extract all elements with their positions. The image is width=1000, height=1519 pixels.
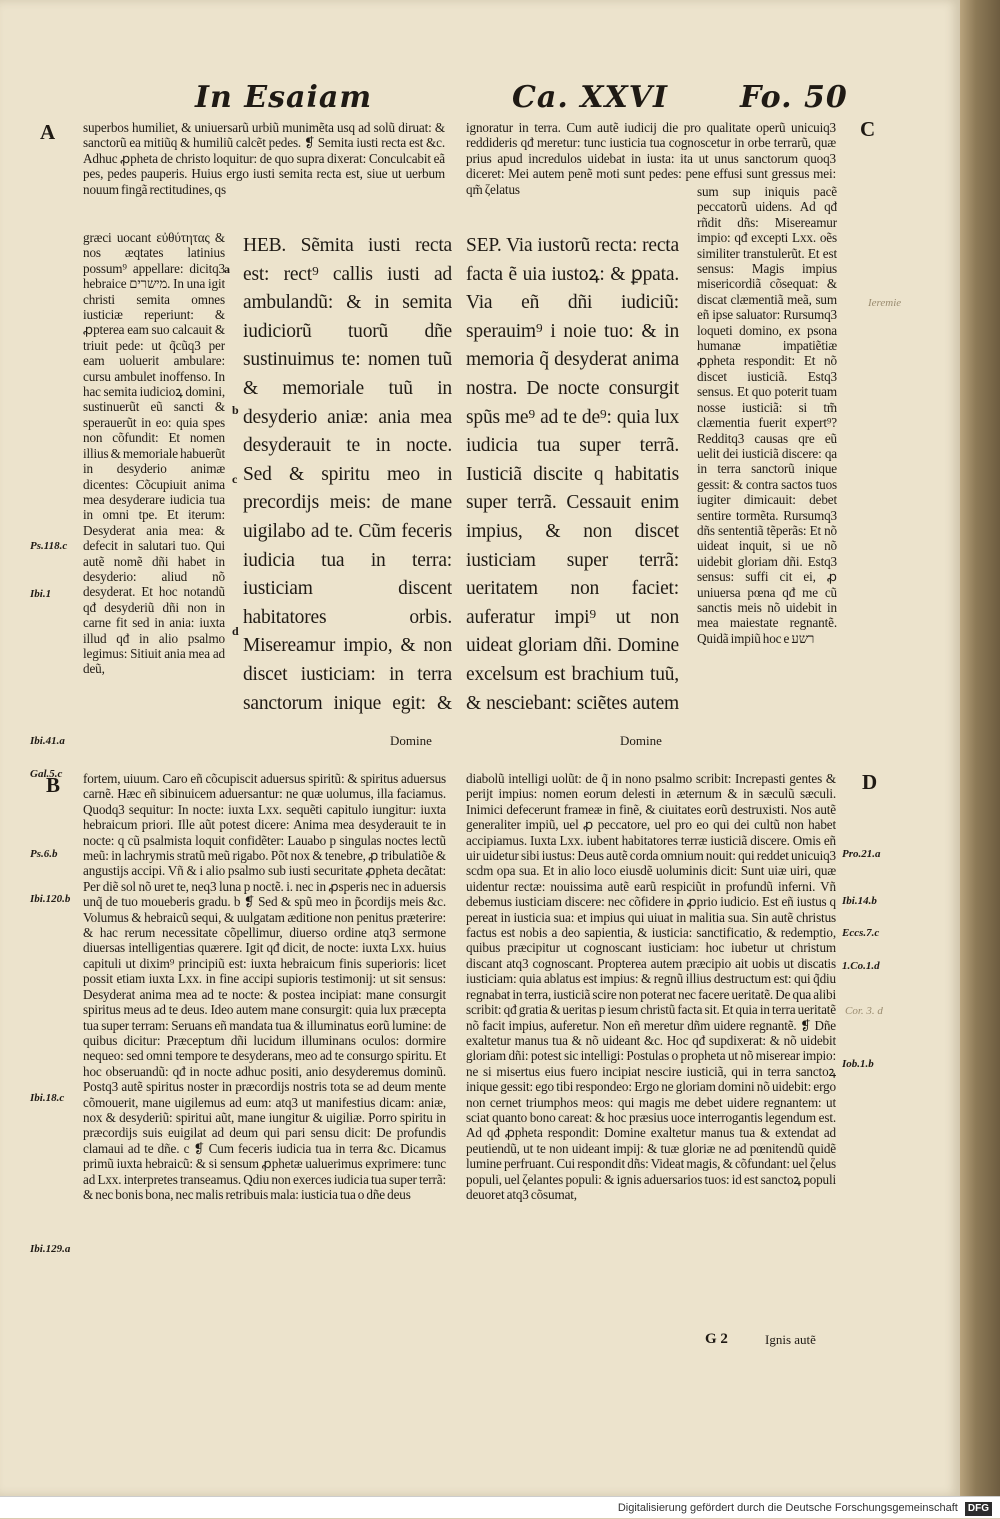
commentary-column-right-top: ignoratur in terra. Cum autẽ iudicij die pro qualitate operũ unicuiq3 reddideris qđ meretur: tunc iusticia tua cognoscetur in orbe terrarũ, quæ prius apud incredulos uidebat in iusta: ita ut unus sanctorum quoq3 diceret: Mei autem penẽ moti sunt pedes: pene effusi sunt gressus mei: qm̃ ζelatus — [466, 120, 836, 197]
margin-reference: Ibi.18.c — [30, 1092, 65, 1104]
faint-marginal-note: Ieremie — [868, 297, 902, 309]
margin-reference: Eccs.7.c — [842, 927, 880, 939]
section-mark-d: D — [862, 770, 878, 794]
footer-credit — [0, 1496, 1000, 1518]
margin-reference: 1.Co.1.d — [842, 960, 880, 972]
margin-reference: Ps.118.c — [30, 540, 68, 552]
margin-reference: Iob.1.b — [842, 1058, 874, 1070]
margin-reference: Gal.5.c — [30, 768, 63, 780]
margin-reference: Ps.6.b — [30, 848, 58, 860]
margin-reference: Ibi.41.a — [30, 735, 65, 747]
dfg-logo: DFG — [965, 1502, 992, 1516]
commentary-column-right-bottom: diabolũ intelligi uolũt: de q̃ in nono psalmo scribit: Increpasti gentes & perijt impius: nomen eorum delesti in æternum & in sæculũ sæculi. Inimici defecerunt frameæ in finẽ, & ciuitates eorũ destruxisti. Nos autẽ generaliter impiũ, uel ꝓ peccatore, uel pro eo qui dei cultũ non habet accipiamus. Iuxta Lxx. iubent habitatores terræ iusticiã discere. Omis eñ uir uidetur sibi iustus: Deus autẽ corda omnium nouit: qui reddet unicuiq3 scdm opa sua. Et in alio loco eiusdẽ uoluminis dicit: Sunt uiæ uiri, quæ uidentur rectæ: nouissima autẽ earũ respiciũt in profundũ inferni. Vñ debemus iusticiam discere: nec cõfidere in ꝓprio iudicio. Est eñ iustus q pereat in iusticia sua: et impius qui uiuat in malitia sua. Sin autẽ christus factus est nobis a deo sapientia, & iusticia: sanctificatio, & redemptio, quibus præcipitur ut cognoscant iusticiam: hoc iubetur ut christum discant atq3 cognoscant. Propterea autem præcipio ait uobis ut discatis iusticiam: quia ablatus est impius: & regnũ illius destructum est: qui q̃diu regnabat in terra, iusticiã scire non poterat nec facere ueritatẽ. De qua alibi scribit: qđ gratia & ueritas p iesum christũ facta sit. Et quia in terra ueritatẽ nõ facit impius, auferetur. Non eñ meretur dñm uidere regnantẽ. ❡ Dñe exaltetur manus tua & nõ uideant &c. Hoc qđ supdixerat: & nõ uidebit gloriam dñi: potest sic intelligi: Postulas o propheta ut nõ miserear impio: ne si misertus eius fuero incipiat nescire iusticiã, qui in terra sanctoꝝ inique gessit: ego tibi respondeo: Ergo ne gloriam domini nõ uidebit: ergo non cernet triumphos meos: qui magis me debet uidere regnantem: ut sciat quanto bono careat: & hoc præsius uoce interrogantis legendum est. Ad qđ ꝓpheta respondit: Domine exaltetur manus tua & extendat ad peutiendũ, ut te non uideant impij: & tuæ gloriæ ne ad pœnitendũ quidẽ lumine perfruant. Cui respondit dñs: Videat magis, & cõfundant: uel ζelus populi, uel ζelantes populi: & ignis aduersarios tuos: id est sanctoꝝ populi deuoret atq3 cõsumat, — [466, 771, 836, 1202]
footer-text: Digitalisierung gefördert durch die Deutsche Forschungsgemeinschaft — [617, 1502, 958, 1514]
margin-reference: Ibi.14.b — [842, 895, 877, 907]
commentary-column-right-narrow: sum sup iniquis pacẽ peccatorũ uidens. Ad qđ rñdit dñs: Misereamur impio: qđ excepti Lxx. oẽs similiter transtulerũt. Et est sensus: Magis impius misericordiã cõsequat: & discat clæmentiã meã, sum eñ ipse saluator: Rursumq3 loqueti domino, ex psona humanæ impatiẽtiæ ꝓpheta respondit: Et nõ discet iusticiã. Estq3 sensus. Et quo poterit tuam nosse iusticiã: si tm̃ clæmentia fuerit expert⁹? Redditq3 causas qre eũ uelit dei iusticiã discere: qa in terra sanctorũ inique gessit: & contra sactos tuos iugiter dimicauit: debet sentire tormẽta. Rursumq3 dñs sententiã tẽperãs: Et nõ uideat inquit, si ue nõ uidebit gloriam dñi. Estq3 sensus: suffi cit ei, ꝓ uniuersa pœna qđ me cũ sanctis meis nõ uidebit in mea maiestate regnantẽ. Quidã impiũ hoc e רשע — [697, 184, 837, 646]
page-fore-edge — [960, 0, 1000, 1496]
running-head-chapter: Ca. XXVI — [512, 80, 669, 115]
inset-letter-a: a — [224, 262, 230, 276]
section-mark-c: C — [860, 117, 876, 141]
signature-mark: G 2 — [705, 1331, 728, 1347]
folio-number: Fo. 50 — [740, 80, 848, 115]
faint-marginal-note: Cor. 3. d — [845, 1005, 883, 1017]
margin-reference: Ibi.1 — [30, 588, 52, 600]
margin-reference: Ibi.120.b — [30, 893, 71, 905]
catchword-heb: Domine — [390, 733, 432, 748]
inset-letter-d: d — [232, 624, 239, 638]
scripture-hebrew-version: HEB. Sẽmita iusti recta est: rect⁹ callis iusti ad ambulandũ: & in semita iudiciorũ tuorũ dñe sustinuimus te: nomen tuũ & memoriale tuũ in desyderio aniæ: ania mea desyderauit te in nocte. Sed & spiritu meo in precordijs meis: de mane uigilabo ad te. Cũm feceris iudicia tua in terra: iusticiam discent habitatores orbis. Misereamur impio, & non discet iusticiam: in terra sanctorum inique egit: & — [243, 235, 452, 714]
inset-letter-b: b — [232, 403, 239, 417]
commentary-column-left-narrow: græci uocant εὐθύτητας & nos æqtates latinius possum⁹ appellare: dicitq3 hebraice מישרים. In una igit christi semita omnes iusticiæ reperiunt: & ꝓpterea eam suo calcauit & triuit pede: ut q̃cũq3 per eam uoluerit ambulare: cursu ambulet inoffenso. In hac semita iudicioꝝ domini, sustinuerũt eũ sancti & sperauerũt in eo: quia spes non cõfundit: Et nomen illius & memoriale habuerũt in desyderio animæ dicentes: Cõcupiuit anima mea desyderare iudicia tua in omni tpe. Et iterum: Desyderat ania mea: & defecit in salutari tuo. Qui autẽ nomẽ dñi habet in desyderio: aliud nõ desyderat. Et hoc notandũ qđ desyderiũ dñi non in carne fit sed in ania: iuxta illud qđ in alio psalmo legimus: Sitiuit ania mea ad deũ, — [83, 230, 225, 677]
section-mark-a: A — [40, 120, 56, 144]
catchword-final: Ignis autẽ — [765, 1332, 816, 1347]
inset-letter-c: c — [232, 472, 238, 486]
section-mark-b: B — [46, 773, 61, 797]
commentary-column-left-bottom: fortem, uiuum. Caro eñ cõcupiscit aduersus spiritũ: & spiritus aduersus carnẽ. Hæc eñ sibinuicem aduersantur: ne quæ uolumus, illa faciamus. Quodq3 sequitur: In nocte: iuxta Lxx. sequẽti capitulo iungitur: iuxta hebraicum priori. Ille aũt potest dicere: Anima mea desyderauit te in nocte: q cũ psalmista loquit confidẽter: Lauabo p singulas noctes lectũ meũ: in lachrymis stratũ meũ rigabo. Põt nox & tenebre, ꝓ tribulatiõe & angustijs accipi. Vñ & i alio psalmo sub iusti securitate ꝓpheta decãtat: Per diẽ sol nõ uret te, neq3 luna p noctẽ. i. nec in ꝓsperis nec in aduersis unq̃ de tuo moueberis gradu. b ❡ Sed & spũ meo in p̃cordijs meis &c. Volumus & hebraicũ sequi, & uulgatam æditione non penitus præterire: & hac rerum necessitate cõpellimur, diuerso ordine atq3 sermone diuersas intelligentias quærere. Igit qđ dicit, de nocte: iuxta Lxx. huius capituli ut dixim⁹ principiũ est: iuxta hebraicum finis superioris: licet possit etiam iuxta Lxx. in fine accipi supioris testimonij: ut sit sensus: Desyderat anima mea ad te nocte: & postea incipiat: mane consurgit spiritus meus ad te deus. Ideo autem mane consurgit: quia lux præcepta tua super terram: Seruans eñ mandata tua & illuminatus eorũ lumine: de quibus dicitur: Præceptum dñi lucidum illuminans oculos: dormire nequeo: sed omni tempore te desyderans, meo ad te consurgo spiritu. Et hoc obseruandũ: qđ in nocte adhuc positi, anio desyderemus dominũ. Postq3 autẽ spiritus noster in præcordijs nostris tota se ad deum mente cõmouerit, mane uigilemus ad eum: atq3 ut manifestius dicam: aniæ, nox & desyderiũ: spiritui aũt, mane iungitur & uigiliæ. Porro spiritu in præcordijs suis euigilat ad deum qui pari sensu dicit: De profundis clamaui ad te dñe. c ❡ Cum feceris iudicia tua in terra &c. Dicamus primũ iuxta hebraicũ: & si sensum ꝓphetæ ualuerimus exprimere: tunc ad Lxx. interpretes transeamus. Qdiu non exerces iudicia tua super terrã: & nec bonis bona, nec malis retribuis mala: iusticia tua o dñe deus — [83, 771, 446, 1202]
margin-reference: Ibi.129.a — [30, 1243, 71, 1255]
scripture-septuagint-version: SEP. Via iustorũ recta: recta facta ẽ uia iustoꝝ: & ꝑpata. Via eñ dñi iudiciũ: sperauim⁹ i noie tuo: & in memoria q̃ desyderat anima nostra. De nocte consurgit spũs me⁹ ad te de⁹: quia lux iudicia tua super terrã. Iusticiã discite q habitatis super terrã. Cessauit enim impius, & non discet iusticiam super terrã: ueritatem non faciet: auferatur impi⁹ ut non uideat gloriam dñi. Domine excelsum est brachium tuũ, & nesciebant: sciẽtes autem — [466, 235, 679, 714]
running-head-book: In Esaiam — [195, 80, 373, 115]
margin-reference: Pro.21.a — [842, 848, 881, 860]
commentary-column-left-top: superbos humiliet, & uniuersarũ urbiũ munimẽta usq ad solũ diruat: & sanctorũ ea mitiũq & humiliũ calcẽt pedes. ❡ Semita iusti recta est &c. Adhuc ꝓpheta de christo loquitur: de quo supra dixerat: Conculcabit eã pes, pedes pauperis. Huius ergo iusti semita recta est, siue ut uerbum nouum fingã rectitudines, qs — [83, 120, 445, 197]
catchword-sep: Domine — [620, 733, 662, 748]
